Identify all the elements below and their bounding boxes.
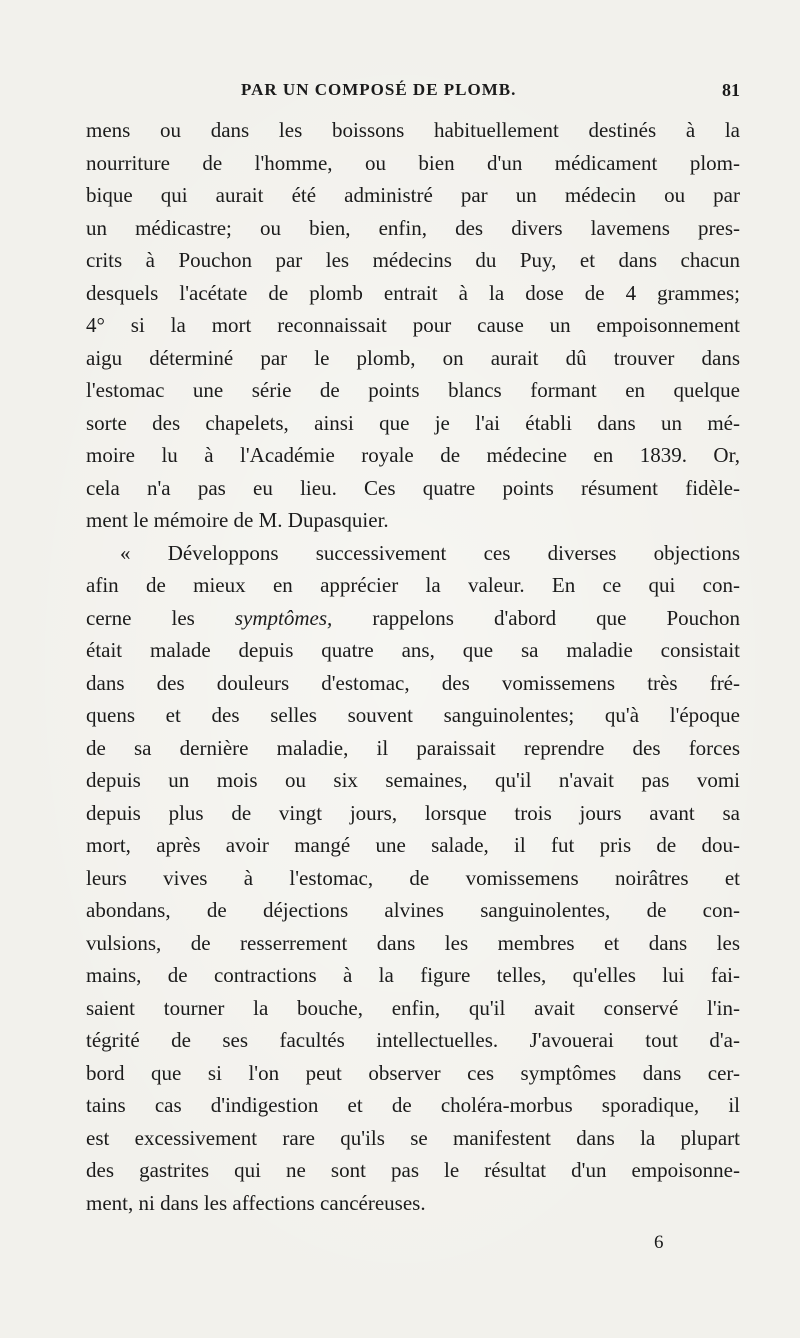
text-line: mort, après avoir mangé une salade, il fut pris de dou- <box>86 833 740 857</box>
paragraph-end-line: ment le mémoire de M. Dupasquier. <box>86 508 389 532</box>
text-line: dans des douleurs d'estomac, des vomissemens très fré- <box>86 670 740 695</box>
text-line: depuis plus de vingt jours, lorsque trois jours avant sa <box>86 800 740 825</box>
running-title: PAR UN COMPOSÉ DE PLOMB. <box>241 80 517 99</box>
paragraph-end-line: ment, ni dans les affections cancéreuses. <box>86 1190 426 1215</box>
text-line: abondans, de déjections alvines sanguinolentes, de con- <box>86 898 740 922</box>
text-line: sorte des chapelets, ainsi que je l'ai établi dans un mé- <box>86 410 740 435</box>
text-line: saient tourner la bouche, enfin, qu'il avait conservé l'in- <box>86 995 740 1020</box>
page-header <box>86 80 740 110</box>
text-line: tains cas d'indigestion et de choléra-morbus sporadique, il <box>86 1093 740 1117</box>
body-text <box>86 114 740 1219</box>
text-line: afin de mieux en apprécier la valeur. En ce qui con- <box>86 573 740 597</box>
text-line: un médicastre; ou bien, enfin, des divers lavemens pres- <box>86 215 740 240</box>
text-line: aigu déterminé par le plomb, on aurait dû trouver dans <box>86 345 740 370</box>
text-line: desquels l'acétate de plomb entrait à la dose de 4 grammes; <box>86 280 740 305</box>
text-line: vulsions, de resserrement dans les membres et dans les <box>86 930 740 955</box>
text-line: 4° si la mort reconnaissait pour cause un empoisonnement <box>86 313 740 337</box>
text-line: cela n'a pas eu lieu. Ces quatre points résument fidèle- <box>86 475 740 500</box>
signature-mark: 6 <box>654 1232 664 1253</box>
italic-term: symptômes, <box>234 605 333 630</box>
text-line: mains, de contractions à la figure telles, qu'elles lui fai- <box>86 963 740 987</box>
text-line: moire lu à l'Académie royale de médecine en 1839. Or, <box>86 443 740 467</box>
paragraph-start-line: « Développons successivement ces diverses objections <box>120 540 740 565</box>
text-line: mens ou dans les boissons habituellement destinés à la <box>86 118 740 142</box>
page-number: 81 <box>722 80 740 100</box>
text-line: quens et des selles souvent sanguinolentes; qu'à l'époque <box>86 703 740 727</box>
text-line: depuis un mois ou six semaines, qu'il n'avait pas vomi <box>86 768 740 792</box>
text-line: l'estomac une série de points blancs formant en quelque <box>86 378 740 402</box>
text-line: crits à Pouchon par les médecins du Puy, et dans chacun <box>86 248 740 272</box>
line-segment: rappelons d'abord que Pouchon <box>372 605 741 630</box>
text-line: bord que si l'on peut observer ces symptômes dans cer- <box>86 1060 740 1085</box>
text-line: de sa dernière maladie, il paraissait reprendre des forces <box>86 735 740 760</box>
text-line: tégrité de ses facultés intellectuelles. J'avouerai tout d'a- <box>86 1028 740 1052</box>
text-line: nourriture de l'homme, ou bien d'un médicament plom- <box>86 150 740 175</box>
text-line-with-italic <box>86 602 740 635</box>
line-segment: cerne les <box>86 605 195 630</box>
text-line: était malade depuis quatre ans, que sa maladie consistait <box>86 638 740 662</box>
text-line: est excessivement rare qu'ils se manifestent dans la plupart <box>86 1125 740 1150</box>
text-line: leurs vives à l'estomac, de vomissemens noirâtres et <box>86 865 740 890</box>
text-line: bique qui aurait été administré par un médecin ou par <box>86 183 740 207</box>
text-line: des gastrites qui ne sont pas le résultat d'un empoisonne- <box>86 1158 740 1182</box>
